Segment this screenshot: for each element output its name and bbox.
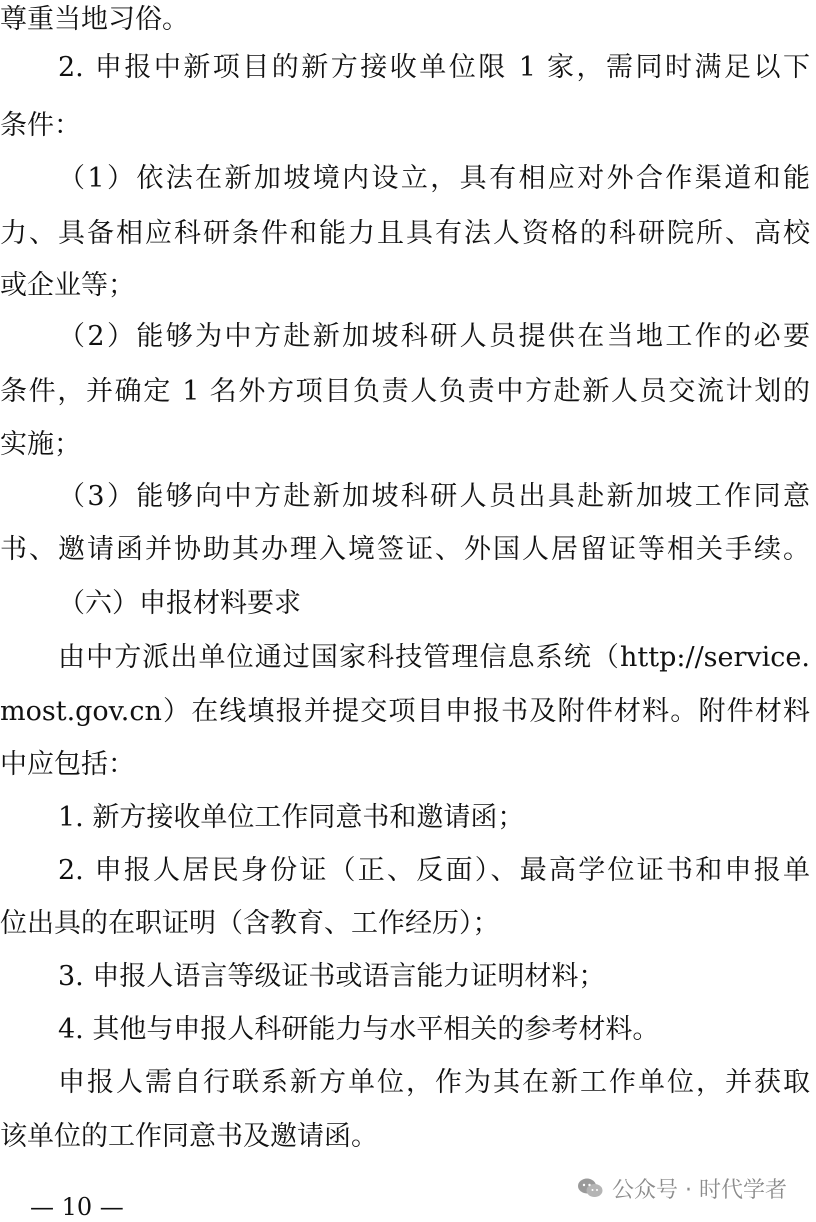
text-line-15: 中应包括： — [0, 749, 135, 780]
text-line-1: 尊重当地习俗。 — [0, 4, 189, 35]
list-item-4: 4. 其他与申报人科研能力与水平相关的参考材料。 — [58, 1014, 660, 1045]
text-line-2: 2. 申报中新项目的新方接收单位限 1 家，需同时满足以下 — [58, 52, 810, 83]
text-line-14: most.gov.cn）在线填报并提交项目申报书及附件材料。附件材料 — [0, 696, 810, 727]
text-line-22: 该单位的工作同意书及邀请函。 — [0, 1121, 378, 1152]
text-line-8: 条件，并确定 1 名外方项目负责人负责中方赴新人员交流计划的 — [0, 376, 810, 407]
list-item-3: 3. 申报人语言等级证书或语言能力证明材料； — [58, 961, 606, 992]
text-line-11: 书、邀请函并协助其办理入境签证、外国人居留证等相关手续。 — [0, 534, 810, 565]
watermark-text: 公众号 · 时代学者 — [612, 1177, 787, 1203]
text-line-3: 条件： — [0, 110, 81, 141]
text-line-6: 或企业等； — [0, 270, 135, 301]
text-line-9: 实施； — [0, 429, 81, 460]
list-item-2-line-2: 位出具的在职证明（含教育、工作经历）； — [0, 908, 500, 939]
watermark — [576, 1170, 787, 1206]
list-item-2-line-1: 2. 申报人居民身份证（正、反面）、最高学位证书和申报单 — [58, 855, 810, 886]
text-line-7: （2）能够为中方赴新加坡科研人员提供在当地工作的必要 — [58, 321, 810, 352]
text-line-4: （1）依法在新加坡境内设立，具有相应对外合作渠道和能 — [58, 163, 810, 194]
list-item-1: 1. 新方接收单位工作同意书和邀请函； — [58, 802, 525, 833]
wechat-icon — [576, 1176, 604, 1200]
page-number: — 10 — — [30, 1193, 124, 1221]
text-line-13: 由中方派出单位通过国家科技管理信息系统（http://service. — [58, 642, 810, 673]
section-heading: （六）申报材料要求 — [58, 588, 301, 619]
text-line-21: 申报人需自行联系新方单位，作为其在新工作单位，并获取 — [58, 1067, 810, 1098]
text-line-10: （3）能够向中方赴新加坡科研人员出具赴新加坡工作同意 — [58, 481, 810, 512]
text-line-5: 力、具备相应科研条件和能力且具有法人资格的科研院所、高校 — [0, 218, 810, 249]
